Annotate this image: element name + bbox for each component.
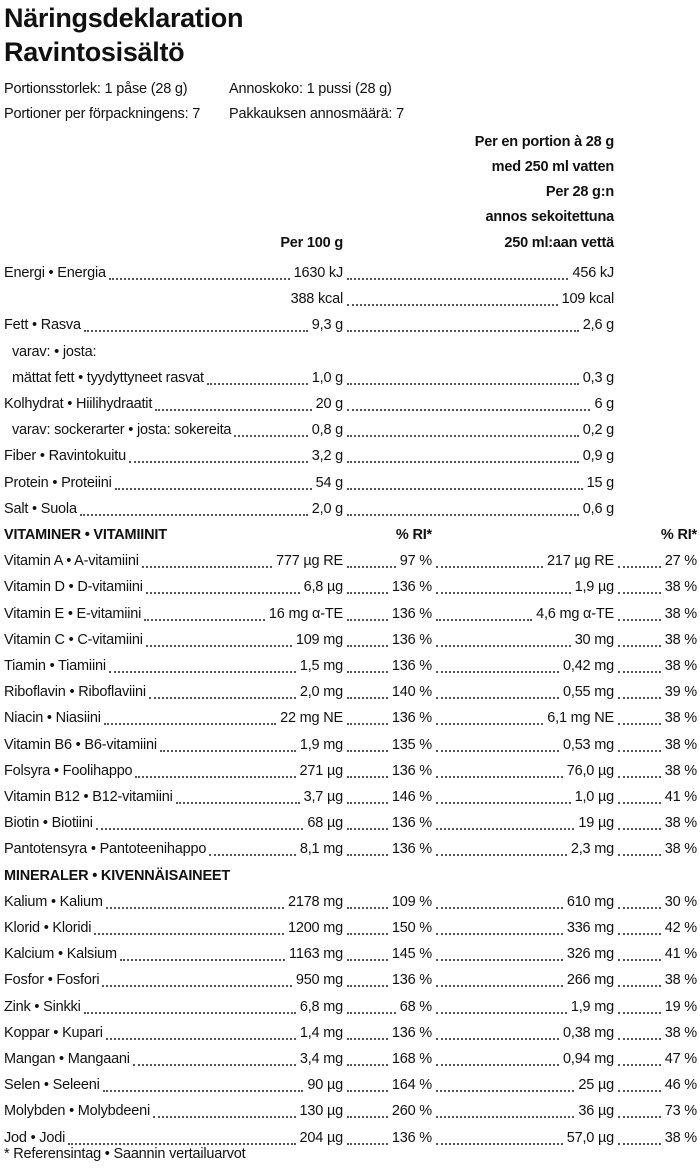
value-per-100g: 271 µg — [299, 762, 343, 779]
ri-per-100g: 135 % — [391, 736, 432, 753]
value-per-portion: 266 mg — [566, 972, 614, 989]
leader-dots — [103, 1090, 304, 1092]
leader-dots — [115, 488, 312, 490]
value-per-portion: 217 µg RE — [546, 553, 614, 570]
leader-dots — [347, 1143, 388, 1145]
table-row — [0, 915, 700, 941]
table-row — [0, 889, 700, 915]
table-row — [0, 1046, 700, 1072]
leader-dots — [436, 959, 563, 961]
leader-dots — [618, 723, 661, 725]
table-row — [0, 627, 700, 653]
value-per-100g: 388 kcal — [290, 291, 343, 308]
servings-per-pack-sv: Portioner per förpackningens: 7 — [4, 106, 201, 122]
nutrient-name: Vitamin A • A-vitamiini — [4, 553, 139, 570]
leader-dots — [436, 1012, 567, 1014]
ri-per-100g: 136 % — [391, 841, 432, 858]
leader-dots — [618, 592, 661, 594]
nutrient-name: Kolhydrat • Hiilihydraatit — [4, 396, 153, 412]
leader-dots — [120, 959, 285, 961]
leader-dots — [146, 592, 300, 594]
nutrient-name: MINERALER • KIVENNÄISAINEET — [4, 867, 231, 884]
value-per-portion: 0,42 mg — [563, 658, 614, 674]
leader-dots — [618, 933, 661, 935]
table-row — [0, 260, 700, 286]
table-row — [0, 365, 700, 391]
leader-dots — [347, 514, 579, 516]
leader-dots — [347, 304, 558, 306]
leader-dots — [347, 802, 388, 804]
leader-dots — [347, 933, 388, 935]
table-row — [0, 967, 700, 993]
table-row — [0, 679, 700, 705]
ri-per-portion: 38 % — [664, 605, 697, 622]
nutrient-name: Tiamin • Tiamiini — [4, 658, 106, 674]
leader-dots — [155, 409, 311, 411]
leader-dots — [347, 1012, 396, 1014]
leader-dots — [618, 750, 661, 752]
leader-dots — [347, 907, 388, 909]
value-per-portion: 0,2 g — [582, 422, 614, 439]
ri-per-portion: 41 % — [664, 946, 697, 963]
ri-per-portion: 39 % — [664, 684, 697, 701]
ri-per-100g: 146 % — [391, 789, 432, 805]
leader-dots — [436, 1038, 559, 1040]
table-row — [0, 601, 700, 627]
ri-per-portion: 38 % — [664, 579, 697, 596]
header-per-portion-3: Per 28 g:n — [545, 184, 614, 200]
leader-dots — [347, 461, 579, 463]
leader-dots — [618, 645, 661, 647]
table-row — [0, 836, 700, 862]
leader-dots — [347, 619, 388, 621]
value-per-100g: 1163 mg — [289, 946, 343, 963]
value-per-portion: 0,6 g — [582, 500, 614, 517]
title-finnish: Ravintosisältö — [4, 37, 185, 67]
leader-dots — [133, 1064, 296, 1066]
leader-dots — [618, 985, 661, 987]
ri-per-portion: 27 % — [664, 553, 697, 570]
leader-dots — [96, 828, 304, 830]
value-per-portion: 109 kcal — [561, 291, 614, 308]
table-row — [0, 496, 700, 522]
leader-dots — [347, 566, 396, 568]
ri-per-portion: 38 % — [664, 1129, 697, 1146]
table-row — [0, 417, 700, 443]
ri-per-100g: 97 % — [399, 553, 432, 570]
leader-dots — [436, 566, 543, 568]
value-per-portion: 1,0 µg — [574, 789, 614, 805]
value-per-100g: 1,4 mg — [299, 1024, 343, 1041]
ri-per-100g: 136 % — [391, 605, 432, 622]
ri-per-100g: 140 % — [391, 684, 432, 701]
nutrient-name: Selen • Seleeni — [4, 1077, 100, 1094]
leader-dots — [436, 750, 559, 752]
nutrient-name: Kalcium • Kalsium — [4, 946, 117, 963]
nutrient-name: Vitamin C • C-vitamiini — [4, 631, 143, 648]
leader-dots — [436, 697, 559, 699]
nutrient-name: Klorid • Kloridi — [4, 920, 92, 936]
ri-per-100g: 164 % — [391, 1077, 432, 1094]
ri-per-100g: 136 % — [391, 1024, 432, 1041]
ri-per-100g: 136 % — [391, 762, 432, 779]
value-per-100g: 777 µg RE — [275, 553, 343, 570]
leader-dots — [436, 1064, 559, 1066]
leader-dots — [135, 776, 295, 778]
table-row — [0, 705, 700, 731]
leader-dots — [142, 566, 272, 568]
ri-per-portion: 38 % — [664, 631, 697, 648]
title-swedish: Näringsdeklaration — [4, 3, 244, 33]
value-per-100g: 20 g — [315, 396, 343, 412]
ri-per-100g: 136 % — [391, 815, 432, 832]
leader-dots — [94, 933, 284, 935]
ri-per-100g: 136 % — [391, 631, 432, 648]
leader-dots — [436, 985, 563, 987]
leader-dots — [347, 723, 388, 725]
leader-dots — [436, 802, 571, 804]
value-per-portion: 326 mg — [566, 946, 614, 963]
value-per-100g: 9,3 g — [311, 317, 343, 334]
nutrient-name: Salt • Suola — [4, 500, 77, 517]
value-per-portion: 4,6 mg α-TE — [536, 605, 614, 622]
ri-per-100g: 136 % — [391, 1129, 432, 1146]
leader-dots — [347, 671, 388, 673]
value-per-100g: 1630 kJ — [293, 265, 343, 281]
leader-dots — [129, 461, 308, 463]
leader-dots — [436, 907, 563, 909]
leader-dots — [618, 959, 661, 961]
ri-per-portion: 41 % — [664, 789, 697, 805]
value-per-100g: 3,2 g — [311, 448, 343, 465]
leader-dots — [347, 1064, 388, 1066]
leader-dots — [109, 671, 296, 673]
leader-dots — [347, 488, 583, 490]
table-row — [0, 391, 700, 417]
ri-per-100g: 136 % — [391, 972, 432, 989]
serving-size-sv: Portionsstorlek: 1 påse (28 g) — [4, 81, 188, 97]
value-per-portion: 610 mg — [566, 893, 614, 910]
table-row — [0, 548, 700, 574]
leader-dots — [347, 645, 388, 647]
ri-per-portion: 38 % — [664, 815, 697, 832]
leader-dots — [347, 959, 388, 961]
value-per-100g: 1,9 mg — [299, 736, 343, 753]
leader-dots — [618, 802, 661, 804]
leader-dots — [347, 776, 388, 778]
value-per-100g: 68 µg — [307, 815, 343, 832]
leader-dots — [347, 592, 388, 594]
value-per-100g: 950 mg — [295, 972, 343, 989]
leader-dots — [347, 750, 388, 752]
leader-dots — [436, 776, 563, 778]
header-per-portion-1: Per en portion à 28 g — [474, 134, 614, 150]
value-per-100g: 109 mg — [295, 631, 343, 648]
leader-dots — [207, 383, 308, 385]
ri-per-100g: 136 % — [391, 710, 432, 727]
ri-per-portion: 38 % — [664, 972, 697, 989]
leader-dots — [618, 828, 661, 830]
leader-dots — [347, 828, 388, 830]
leader-dots — [618, 776, 661, 778]
leader-dots — [618, 1143, 661, 1145]
leader-dots — [436, 854, 567, 856]
leader-dots — [68, 1143, 295, 1145]
ri-per-portion: 38 % — [664, 841, 697, 858]
value-per-portion: 0,38 mg — [563, 1024, 614, 1041]
nutrient-name: Riboflavin • Riboflaviini — [4, 684, 146, 701]
leader-dots — [347, 985, 388, 987]
ri-per-100g: 168 % — [391, 1051, 432, 1067]
leader-dots — [436, 619, 532, 621]
leader-dots — [234, 435, 307, 437]
leader-dots — [176, 802, 300, 804]
leader-dots — [436, 933, 563, 935]
value-per-100g: 54 g — [315, 474, 343, 491]
ri-per-portion: 38 % — [664, 1024, 697, 1041]
leader-dots — [347, 1090, 388, 1092]
ri-per-100g: 136 % — [391, 658, 432, 674]
table-row — [0, 443, 700, 469]
leader-dots — [618, 1012, 661, 1014]
ri-per-portion: 46 % — [664, 1077, 697, 1094]
leader-dots — [618, 907, 661, 909]
leader-dots — [153, 1116, 296, 1118]
leader-dots — [347, 383, 579, 385]
value-per-portion: 0,9 g — [582, 448, 614, 465]
leader-dots — [149, 697, 296, 699]
table-row — [0, 653, 700, 679]
nutrient-name: Vitamin B12 • B12-vitamiini — [4, 789, 173, 805]
leader-dots — [347, 435, 579, 437]
ri-per-portion: 38 % — [664, 710, 697, 727]
value-per-100g: 2,0 mg — [299, 684, 343, 701]
leader-dots — [347, 409, 590, 411]
value-per-portion: 15 g — [586, 474, 614, 491]
leader-dots — [618, 566, 661, 568]
nutrient-name: Vitamin E • E-vitamiini — [4, 605, 142, 622]
leader-dots — [618, 671, 661, 673]
leader-dots — [618, 1038, 661, 1040]
ri-per-portion: 38 % — [664, 736, 697, 753]
leader-dots — [347, 1116, 388, 1118]
nutrient-name: Vitamin D • D-vitamiini — [4, 579, 143, 596]
value-per-100g: 3,7 µg — [303, 789, 343, 805]
value-per-portion: 36 µg — [578, 1103, 614, 1120]
leader-dots — [618, 697, 661, 699]
nutrient-name: Protein • Proteiini — [4, 474, 112, 491]
table-row — [0, 941, 700, 967]
nutrient-name: Pantotensyra • Pantoteenihappo — [4, 841, 207, 858]
nutrient-name: VITAMINER • VITAMIINIT — [4, 527, 167, 543]
value-per-100g: 22 mg NE — [280, 710, 343, 727]
ri-per-100g: 136 % — [391, 579, 432, 596]
value-per-portion: 2,3 mg — [570, 841, 614, 858]
table-row — [0, 758, 700, 784]
ri-per-portion: 42 % — [664, 920, 697, 936]
leader-dots — [146, 645, 292, 647]
value-per-100g: 8,1 mg — [299, 841, 343, 858]
value-per-100g: 1,0 g — [311, 369, 343, 386]
leader-dots — [618, 1064, 661, 1066]
value-per-100g: 130 µg — [299, 1103, 343, 1120]
ri-per-portion: 73 % — [664, 1103, 697, 1120]
leader-dots — [436, 671, 559, 673]
leader-dots — [436, 828, 574, 830]
ri-per-100g: 150 % — [391, 920, 432, 936]
footnote: * Referensintag • Saannin vertailuarvot — [4, 1146, 246, 1162]
nutrient-name: Fiber • Ravintokuitu — [4, 448, 126, 465]
leader-dots — [436, 1116, 574, 1118]
value-per-portion: 6,1 mg NE — [547, 710, 614, 727]
leader-dots — [84, 330, 308, 332]
ri-per-100g: % RI* — [395, 527, 432, 543]
header-per-100g: Per 100 g — [280, 235, 343, 251]
table-row — [0, 339, 700, 365]
header-per-portion-5: 250 ml:aan vettä — [504, 235, 614, 251]
header-per-portion-2: med 250 ml vatten — [491, 159, 614, 175]
value-per-portion: 456 kJ — [572, 265, 614, 281]
value-per-100g: 1,5 mg — [299, 658, 343, 674]
table-row — [0, 286, 700, 312]
value-per-100g: 0,8 g — [311, 422, 343, 439]
value-per-portion: 0,3 g — [582, 369, 614, 386]
leader-dots — [144, 619, 265, 621]
leader-dots — [347, 697, 388, 699]
ri-per-portion: 38 % — [664, 658, 697, 674]
leader-dots — [436, 592, 571, 594]
nutrient-name: Energi • Energia — [4, 265, 106, 281]
table-row — [0, 810, 700, 836]
table-row — [0, 574, 700, 600]
value-per-100g: 204 µg — [299, 1129, 343, 1146]
leader-dots — [618, 619, 661, 621]
leader-dots — [618, 1090, 661, 1092]
ri-per-100g: 68 % — [399, 998, 432, 1015]
table-row — [0, 732, 700, 758]
servings-per-pack-fi: Pakkauksen annosmäärä: 7 — [229, 106, 404, 122]
nutrient-name: Niacin • Niasiini — [4, 710, 101, 727]
ri-per-portion: 30 % — [664, 893, 697, 910]
nutrient-name: Jod • Jodi — [4, 1129, 66, 1146]
value-per-portion: 76,0 µg — [566, 762, 614, 779]
ri-per-portion: 47 % — [664, 1051, 697, 1067]
table-row — [0, 1098, 700, 1124]
value-per-portion: 0,55 mg — [563, 684, 614, 701]
leader-dots — [106, 907, 284, 909]
value-per-100g: 6,8 mg — [299, 998, 343, 1015]
value-per-100g: 3,4 mg — [299, 1051, 343, 1067]
leader-dots — [106, 1038, 296, 1040]
nutrient-name: Zink • Sinkki — [4, 998, 81, 1015]
value-per-100g: 1200 mg — [287, 920, 343, 936]
ri-per-100g: 260 % — [391, 1103, 432, 1120]
leader-dots — [436, 645, 571, 647]
leader-dots — [109, 278, 290, 280]
nutrient-name: varav: sockerarter • josta: sokereita — [12, 422, 232, 439]
value-per-portion: 336 mg — [566, 920, 614, 936]
leader-dots — [80, 514, 308, 516]
value-per-100g: 16 mg α-TE — [268, 605, 343, 622]
leader-dots — [104, 723, 276, 725]
leader-dots — [347, 854, 388, 856]
nutrient-name: Molybden • Molybdeeni — [4, 1103, 150, 1120]
nutrient-name: Kalium • Kalium — [4, 893, 103, 910]
section-header — [0, 863, 700, 889]
ri-per-100g: 145 % — [391, 946, 432, 963]
leader-dots — [618, 1116, 661, 1118]
nutrient-name: Folsyra • Foolihappo — [4, 762, 133, 779]
nutrient-name: Vitamin B6 • B6-vitamiini — [4, 736, 157, 753]
leader-dots — [84, 1012, 296, 1014]
table-row — [0, 994, 700, 1020]
ri-per-portion: 19 % — [664, 998, 697, 1015]
ri-per-portion: % RI* — [660, 527, 697, 543]
nutrient-name: Biotin • Biotiini — [4, 815, 93, 832]
table-row — [0, 784, 700, 810]
leader-dots — [436, 1143, 563, 1145]
table-row — [0, 1020, 700, 1046]
value-per-100g: 2178 mg — [287, 893, 343, 910]
nutrient-name: Fett • Rasva — [4, 317, 81, 334]
serving-size-fi: Annoskoko: 1 pussi (28 g) — [229, 81, 392, 97]
leader-dots — [347, 278, 568, 280]
value-per-100g: 90 µg — [307, 1077, 343, 1094]
leader-dots — [347, 1038, 388, 1040]
nutrient-name: Koppar • Kupari — [4, 1024, 103, 1041]
value-per-portion: 57,0 µg — [566, 1129, 614, 1146]
value-per-portion: 30 mg — [574, 631, 614, 648]
value-per-100g: 2,0 g — [311, 500, 343, 517]
value-per-portion: 0,53 mg — [563, 736, 614, 753]
value-per-portion: 2,6 g — [582, 317, 614, 334]
table-row — [0, 312, 700, 338]
table-row — [0, 1072, 700, 1098]
value-per-portion: 1,9 mg — [570, 998, 614, 1015]
leader-dots — [102, 985, 291, 987]
nutrient-name: Fosfor • Fosfori — [4, 972, 100, 989]
value-per-portion: 25 µg — [578, 1077, 614, 1094]
header-per-portion-4: annos sekoitettuna — [485, 209, 614, 225]
value-per-100g: 6,8 µg — [303, 579, 343, 596]
value-per-portion: 19 µg — [578, 815, 614, 832]
ri-per-portion: 38 % — [664, 762, 697, 779]
ri-per-100g: 109 % — [391, 893, 432, 910]
leader-dots — [436, 723, 543, 725]
value-per-portion: 6 g — [594, 396, 614, 412]
leader-dots — [209, 854, 296, 856]
leader-dots — [160, 750, 296, 752]
nutrient-name: varav: • josta: — [12, 343, 97, 360]
leader-dots — [618, 854, 661, 856]
value-per-portion: 0,94 mg — [563, 1051, 614, 1067]
table-row — [0, 470, 700, 496]
value-per-portion: 1,9 µg — [574, 579, 614, 596]
leader-dots — [347, 330, 579, 332]
nutrient-name: Mangan • Mangaani — [4, 1051, 130, 1067]
nutrient-name: mättat fett • tyydyttyneet rasvat — [12, 369, 204, 386]
leader-dots — [436, 1090, 574, 1092]
section-header — [0, 522, 700, 548]
